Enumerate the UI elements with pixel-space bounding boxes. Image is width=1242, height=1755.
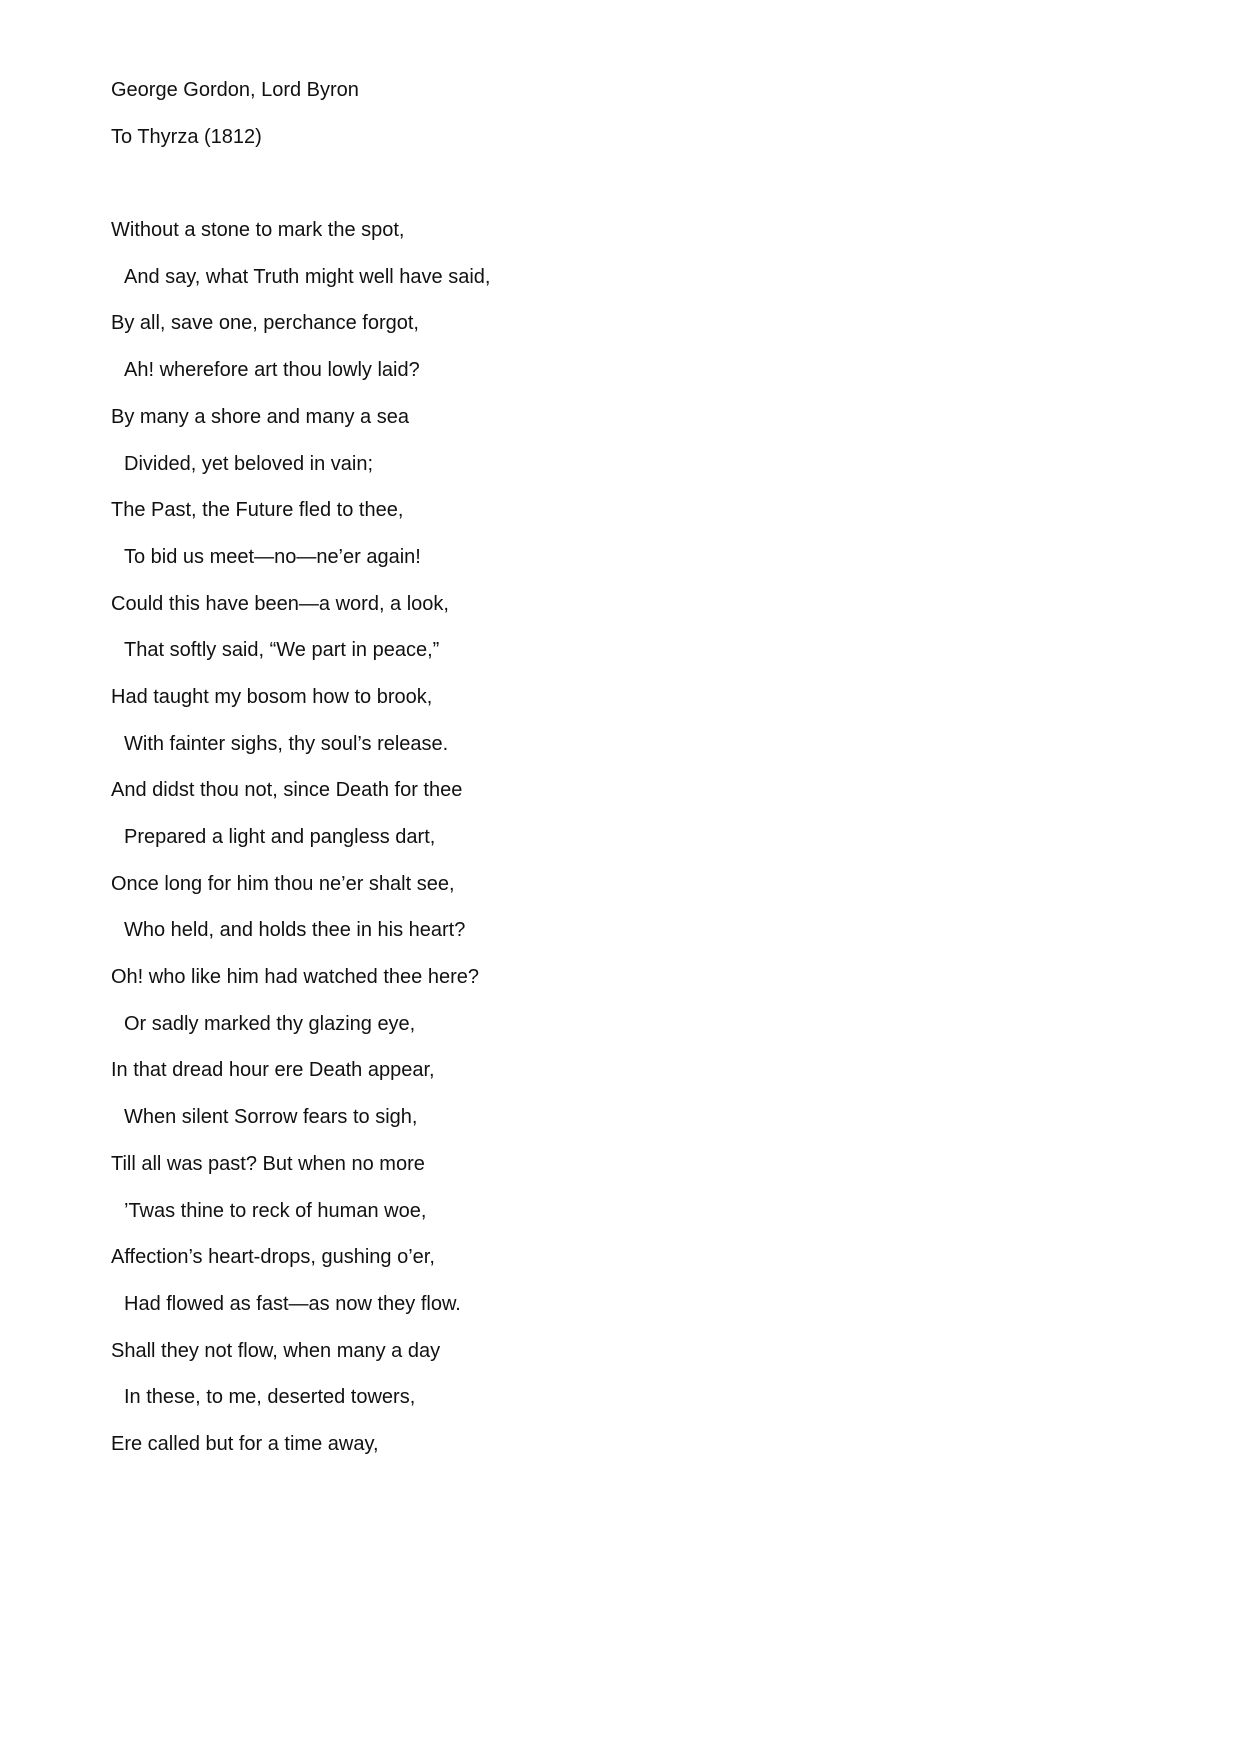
poem-line: Had taught my bosom how to brook, [111, 685, 433, 708]
poem-line: ’Twas thine to reck of human woe, [124, 1199, 427, 1222]
poem-line: Till all was past? But when no more [111, 1152, 425, 1175]
poem-line: Could this have been—a word, a look, [111, 592, 449, 615]
poem-line: Without a stone to mark the spot, [111, 219, 405, 242]
poem-line: Had flowed as fast—as now they flow. [124, 1292, 461, 1315]
poem-line: The Past, the Future fled to thee, [111, 499, 404, 522]
poem-line: In these, to me, deserted towers, [124, 1386, 416, 1409]
document-body [111, 67, 1131, 1468]
poem-line: That softly said, “We part in peace,” [124, 639, 440, 662]
poem-line: Prepared a light and pangless dart, [124, 826, 436, 848]
poem-line: Ere called but for a time away, [111, 1432, 379, 1455]
poem-line: By many a shore and many a sea [111, 405, 409, 428]
poem-line: To bid us meet—no—ne’er again! [124, 545, 421, 568]
poem-line: Oh! who like him had watched thee here? [111, 966, 479, 989]
blank-line [111, 160, 1131, 207]
poem-line: With fainter sighs, thy soul’s release. [124, 732, 449, 755]
poem-line: When silent Sorrow fears to sigh, [124, 1106, 418, 1129]
poem-line: In that dread hour ere Death appear, [111, 1059, 435, 1082]
poem-line: And say, what Truth might well have said, [124, 265, 491, 288]
poem-line: Affection’s heart-drops, gushing o’er, [111, 1246, 435, 1269]
poem-line: And didst thou not, since Death for thee [111, 779, 463, 802]
poem-line: Shall they not flow, when many a day [111, 1339, 441, 1362]
poem-line: Divided, yet beloved in vain; [124, 452, 374, 475]
poem-title: To Thyrza (1812) [111, 125, 262, 148]
poem-text [111, 207, 1131, 1468]
poem-line: Or sadly marked thy glazing eye, [124, 1012, 416, 1035]
poem-line: Once long for him thou ne’er shalt see, [111, 872, 455, 895]
poem-line: Who held, and holds thee in his heart? [124, 919, 466, 942]
author-line: George Gordon, Lord Byron [111, 79, 359, 101]
poem-line: Ah! wherefore art thou lowly laid? [124, 359, 420, 382]
poem-line: By all, save one, perchance forgot, [111, 312, 419, 335]
